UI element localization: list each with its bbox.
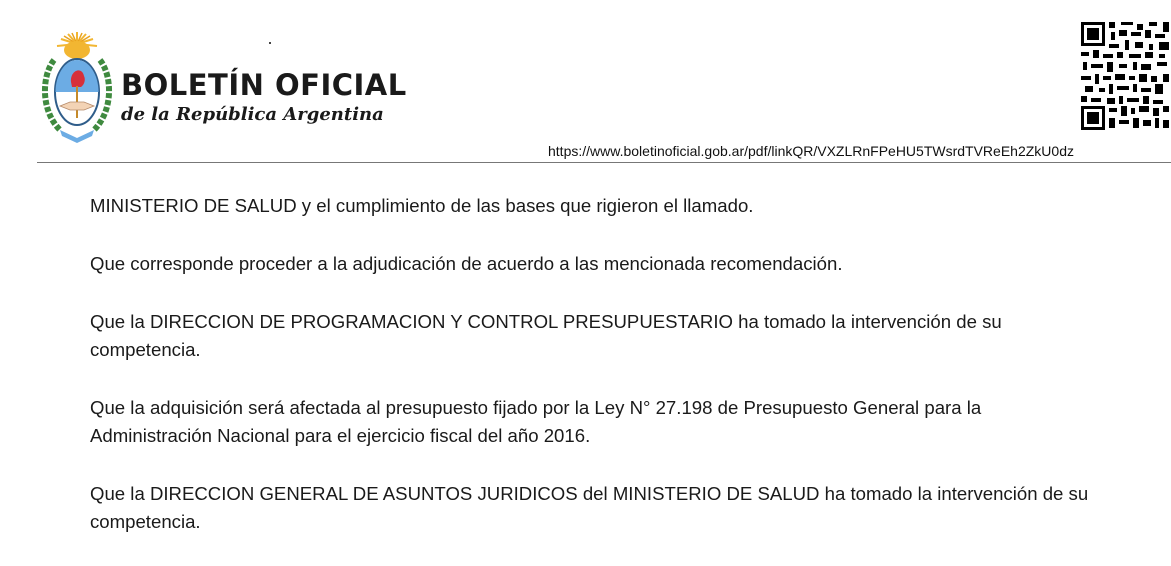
body-paragraph: MINISTERIO DE SALUD y el cumplimiento de las bases que rigieron el llamado. xyxy=(90,195,754,216)
document-header xyxy=(0,0,1171,165)
body-paragraph: Que la DIRECCION GENERAL DE ASUNTOS JURIDICOS del MINISTERIO DE SALUD ha tomado la intervención de su competencia. xyxy=(90,483,1089,532)
stray-dot xyxy=(269,42,271,44)
qr-link-url[interactable]: https://www.boletinoficial.gob.ar/pdf/linkQR/VXZLRnFPeHU5TWsrdTVReEh2ZkU0dz xyxy=(548,143,1074,159)
body-paragraph: Que la adquisición será afectada al presupuesto fijado por la Ley N° 27.198 de Presupuesto General para la Administración Nacional para el ejercicio fiscal del año 2016. xyxy=(90,397,982,446)
coat-of-arms-icon xyxy=(38,30,116,145)
body-paragraph: Que corresponde proceder a la adjudicación de acuerdo a las mencionada recomendación. xyxy=(90,253,843,274)
ribbon xyxy=(60,130,94,143)
brand-subtitle: de la República Argentina xyxy=(121,104,384,125)
qr-code-icon[interactable] xyxy=(1079,20,1171,132)
brand-title: BOLETÍN OFICIAL xyxy=(121,68,407,102)
body-paragraph: Que la DIRECCION DE PROGRAMACION Y CONTROL PRESUPUESTARIO ha tomado la intervención de su competencia. xyxy=(90,311,1002,360)
header-divider xyxy=(37,162,1171,163)
document-body xyxy=(90,192,1090,566)
sun-face xyxy=(64,41,90,59)
brand xyxy=(121,68,407,127)
